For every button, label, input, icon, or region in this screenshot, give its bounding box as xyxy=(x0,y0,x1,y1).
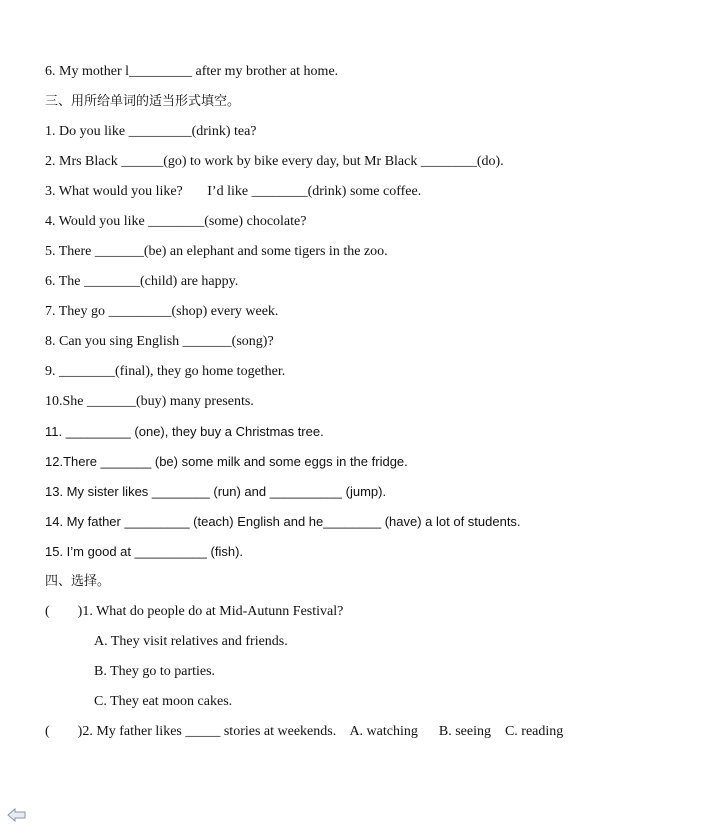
question-line: ( )1. What do people do at Mid-Autunn Festival? xyxy=(45,604,344,619)
exercise-line: 6. The ________(child) are happy. xyxy=(45,274,239,289)
exercise-line: 4. Would you like ________(some) chocolate? xyxy=(45,214,307,229)
exercise-line: 1. Do you like _________(drink) tea? xyxy=(45,124,257,139)
section-heading: 三、用所给单词的适当形式填空。 xyxy=(45,94,241,109)
exercise-line: 3. What would you like? I’d like ________(drink) some coffee. xyxy=(45,184,422,199)
back-arrow-icon[interactable] xyxy=(7,807,27,823)
exercise-line: 13. My sister likes ________ (run) and __________ (jump). xyxy=(45,484,387,499)
exercise-line: 8. Can you sing English _______(song)? xyxy=(45,334,274,349)
exercise-line: 9. ________(final), they go home together. xyxy=(45,364,286,379)
exercise-line: 6. My mother l_________ after my brother at home. xyxy=(45,64,339,79)
exercise-line: 7. They go _________(shop) every week. xyxy=(45,304,279,319)
exercise-line: 5. There _______(be) an elephant and some tigers in the zoo. xyxy=(45,244,388,259)
exercise-line: 10.She _______(buy) many presents. xyxy=(45,394,254,409)
answer-option: C. They eat moon cakes. xyxy=(94,694,233,709)
exercise-line: 15. I’m good at __________ (fish). xyxy=(45,544,244,559)
exercise-line: 11. _________ (one), they buy a Christmas tree. xyxy=(45,424,324,439)
answer-option: B. They go to parties. xyxy=(94,664,216,679)
exercise-line: 12.There _______ (be) some milk and some eggs in the fridge. xyxy=(45,454,408,469)
question-line: ( )2. My father likes _____ stories at weekends. A. watching B. seeing C. reading xyxy=(45,724,564,739)
exercise-line: 2. Mrs Black ______(go) to work by bike every day, but Mr Black ________(do). xyxy=(45,154,504,169)
section-heading: 四、选择。 xyxy=(45,574,111,589)
answer-option: A. They visit relatives and friends. xyxy=(94,634,288,649)
exercise-line: 14. My father _________ (teach) English and he________ (have) a lot of students. xyxy=(45,514,521,529)
